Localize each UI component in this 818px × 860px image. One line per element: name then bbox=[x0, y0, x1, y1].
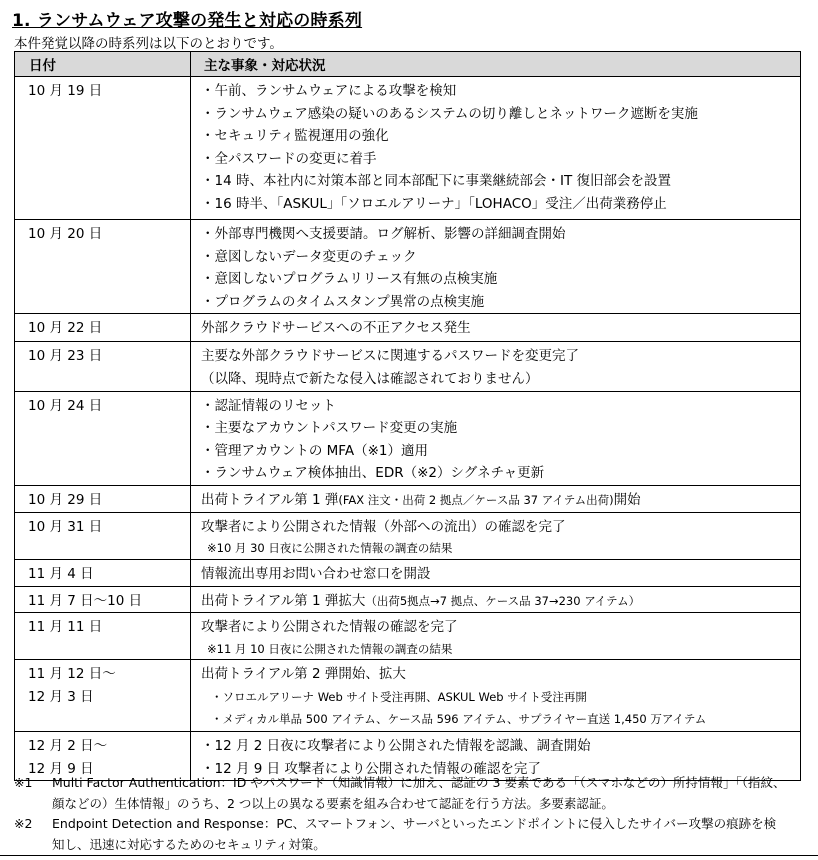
event-text: 情報流出専用お問い合わせ窓口を開設 bbox=[201, 565, 431, 582]
row-events bbox=[191, 391, 801, 485]
event-line bbox=[201, 103, 800, 126]
event-line bbox=[201, 516, 800, 539]
event-text: 出荷トライアル第 1 弾 bbox=[201, 491, 339, 508]
date-line: 10 月 20 日 bbox=[28, 226, 103, 242]
event-text: ・プログラムのタイムスタンプ異常の点検実施 bbox=[201, 293, 485, 310]
event-note: ※10 月 30 日夜に公開された情報の調査の結果 bbox=[207, 541, 453, 556]
table-row bbox=[15, 660, 801, 732]
event-line bbox=[201, 417, 800, 440]
timeline-table bbox=[14, 51, 801, 781]
row-events bbox=[191, 77, 801, 220]
event-text: ・セキュリティ監視運用の強化 bbox=[201, 128, 389, 145]
table-row bbox=[15, 586, 801, 613]
event-text: ・外部専門機関へ支援要請。ログ解析、影響の詳細調査開始 bbox=[201, 226, 566, 242]
event-text: ・ランサムウェア検体抽出、EDR（※2）シグネチャ更新 bbox=[201, 465, 545, 482]
table-header-row bbox=[15, 52, 801, 77]
row-date bbox=[15, 77, 191, 220]
date-line: 11 月 4 日 bbox=[28, 565, 94, 582]
row-date bbox=[15, 342, 191, 391]
footnote-mark: ※1 bbox=[14, 775, 33, 790]
table-row bbox=[15, 512, 801, 559]
row-events bbox=[191, 342, 801, 391]
date-line: 10 月 22 日 bbox=[28, 320, 103, 337]
event-subitem: ・ソロエルアリーナ Web サイト受注再開、ASKUL Web サイト受注再開 bbox=[211, 689, 587, 704]
event-line bbox=[201, 368, 800, 391]
row-events bbox=[191, 559, 801, 586]
event-line bbox=[201, 268, 800, 291]
row-events bbox=[191, 613, 801, 660]
date-line: 12 月 9 日 bbox=[28, 760, 94, 777]
event-line bbox=[201, 489, 800, 512]
event-line bbox=[201, 395, 800, 418]
event-text: 主要な外部クラウドサービスに関連するパスワードを変更完了 bbox=[201, 348, 579, 365]
event-line bbox=[201, 563, 800, 586]
event-line bbox=[201, 735, 800, 758]
row-events bbox=[191, 314, 801, 342]
event-text: 攻撃者により公開された情報（外部への流出）の確認を完了 bbox=[201, 518, 566, 535]
footnote-text: 知し、迅速に対応するためのセキュリティ対策。 bbox=[52, 837, 326, 852]
event-note: ※11 月 10 日夜に公開された情報の調査の結果 bbox=[207, 641, 453, 656]
row-events bbox=[191, 485, 801, 512]
event-text: ・12 月 9 日 攻撃者により公開された情報の確認を完了 bbox=[201, 760, 541, 777]
row-events bbox=[191, 220, 801, 314]
event-tail: 開始 bbox=[613, 491, 641, 508]
event-detail: （出荷5拠点→7 拠点、ケース品 37→230 アイテム） bbox=[365, 593, 641, 608]
event-line bbox=[201, 616, 800, 639]
event-line bbox=[201, 345, 800, 368]
event-text: ・12 月 2 日夜に攻撃者により公開された情報を認識、調査開始 bbox=[201, 737, 591, 754]
event-text: ・管理アカウントの MFA（※1）適用 bbox=[201, 442, 428, 459]
row-date bbox=[15, 613, 191, 660]
event-text: 出荷トライアル第 2 弾開始、拡大 bbox=[201, 666, 406, 683]
row-date bbox=[15, 586, 191, 613]
table-row bbox=[15, 391, 801, 485]
date-line: 10 月 19 日 bbox=[28, 83, 103, 99]
event-detail: (FAX 注文・出荷 2 拠点／ケース品 37 アイテム出荷) bbox=[338, 492, 614, 507]
event-line bbox=[201, 193, 800, 216]
event-text: ・意図しないプログラムリリース有無の点検実施 bbox=[201, 271, 498, 288]
event-line bbox=[201, 291, 800, 314]
row-date bbox=[15, 485, 191, 512]
table-row bbox=[15, 342, 801, 391]
event-line bbox=[201, 170, 800, 193]
footnote-mark: ※2 bbox=[14, 816, 33, 831]
date-line: 10 月 24 日 bbox=[28, 397, 103, 414]
date-line: 10 月 29 日 bbox=[28, 491, 103, 508]
row-date bbox=[15, 559, 191, 586]
event-subitem: ・メディカル単品 500 アイテム、ケース品 596 アイテム、サプライヤー直送 1,450 万アイテム bbox=[211, 712, 707, 727]
footnote bbox=[14, 813, 776, 855]
event-text: 出荷トライアル第 1 弾拡大 bbox=[201, 592, 366, 609]
header-date: 日付 bbox=[15, 52, 191, 77]
event-line bbox=[201, 148, 800, 171]
event-text: 外部クラウドサービスへの不正アクセス発生 bbox=[201, 320, 471, 337]
row-date bbox=[15, 391, 191, 485]
bottom-rule bbox=[0, 855, 818, 856]
row-date bbox=[15, 512, 191, 559]
table-row bbox=[15, 485, 801, 512]
table-row bbox=[15, 77, 801, 220]
table-row bbox=[15, 314, 801, 342]
date-line: 11 月 11 日 bbox=[28, 619, 103, 636]
date-line: 10 月 23 日 bbox=[28, 348, 103, 365]
page-title: 1. ランサムウェア攻撃の発生と対応の時系列 bbox=[12, 11, 363, 31]
date-line: 12 月 2 日～ bbox=[28, 737, 108, 754]
date-line: 11 月 7 日～10 日 bbox=[28, 592, 143, 609]
table-row bbox=[15, 220, 801, 314]
table-row bbox=[15, 613, 801, 660]
event-text: （以降、現時点で新たな侵入は確認されておりません） bbox=[201, 370, 539, 387]
event-text: ・認証情報のリセット bbox=[201, 397, 336, 414]
event-line bbox=[201, 590, 800, 613]
date-line: 12 月 3 日 bbox=[28, 688, 94, 705]
date-line: 11 月 12 日～ bbox=[28, 666, 116, 683]
event-line bbox=[201, 440, 800, 463]
row-events bbox=[191, 586, 801, 613]
footnote-text: Multi Factor Authentication：ID やパスワード（知識情報）に加え、認証の 3 要素である「（スマホなどの）所持情報」「（指紋、 bbox=[52, 775, 786, 790]
footnote bbox=[14, 772, 785, 814]
event-text: 攻撃者により公開された情報の確認を完了 bbox=[201, 619, 458, 636]
event-text: ・意図しないデータ変更のチェック bbox=[201, 248, 417, 265]
row-events bbox=[191, 660, 801, 732]
header-events: 主な事象・対応状況 bbox=[191, 52, 801, 77]
date-line: 10 月 31 日 bbox=[28, 518, 103, 535]
event-text: ・16 時半、「ASKUL」「ソロエルアリーナ」「LOHACO」受注／出荷業務停止 bbox=[201, 195, 667, 212]
event-line bbox=[201, 462, 800, 485]
event-text: ・ランサムウェア感染の疑いのあるシステムの切り離しとネットワーク遮断を実施 bbox=[201, 105, 698, 122]
event-line bbox=[201, 125, 800, 148]
row-events bbox=[191, 512, 801, 559]
event-text: ・全パスワードの変更に着手 bbox=[201, 150, 377, 167]
table-row bbox=[15, 559, 801, 586]
event-line bbox=[201, 663, 800, 686]
row-date bbox=[15, 220, 191, 314]
event-text: ・午前、ランサムウェアによる攻撃を検知 bbox=[201, 83, 457, 99]
footnote-text: 顔などの）生体情報」のうち、2 つ以上の異なる要素を組み合わせて認証を行う方法。多要素認証。 bbox=[52, 796, 614, 811]
event-line bbox=[201, 223, 800, 246]
event-line bbox=[201, 317, 800, 340]
intro-text: 本件発覚以降の時系列は以下のとおりです。 bbox=[14, 36, 283, 52]
row-date bbox=[15, 314, 191, 342]
event-line bbox=[201, 80, 800, 103]
event-line bbox=[201, 246, 800, 269]
event-text: ・主要なアカウントパスワード変更の実施 bbox=[201, 420, 458, 437]
event-text: ・14 時、本社内に対策本部と同本部配下に事業継続部会・IT 復旧部会を設置 bbox=[201, 173, 671, 190]
footnote-text: Endpoint Detection and Response：PC、スマートフォン、サーバといったエンドポイントに侵入したサイバー攻撃の痕跡を検 bbox=[52, 816, 777, 831]
row-date bbox=[15, 660, 191, 732]
